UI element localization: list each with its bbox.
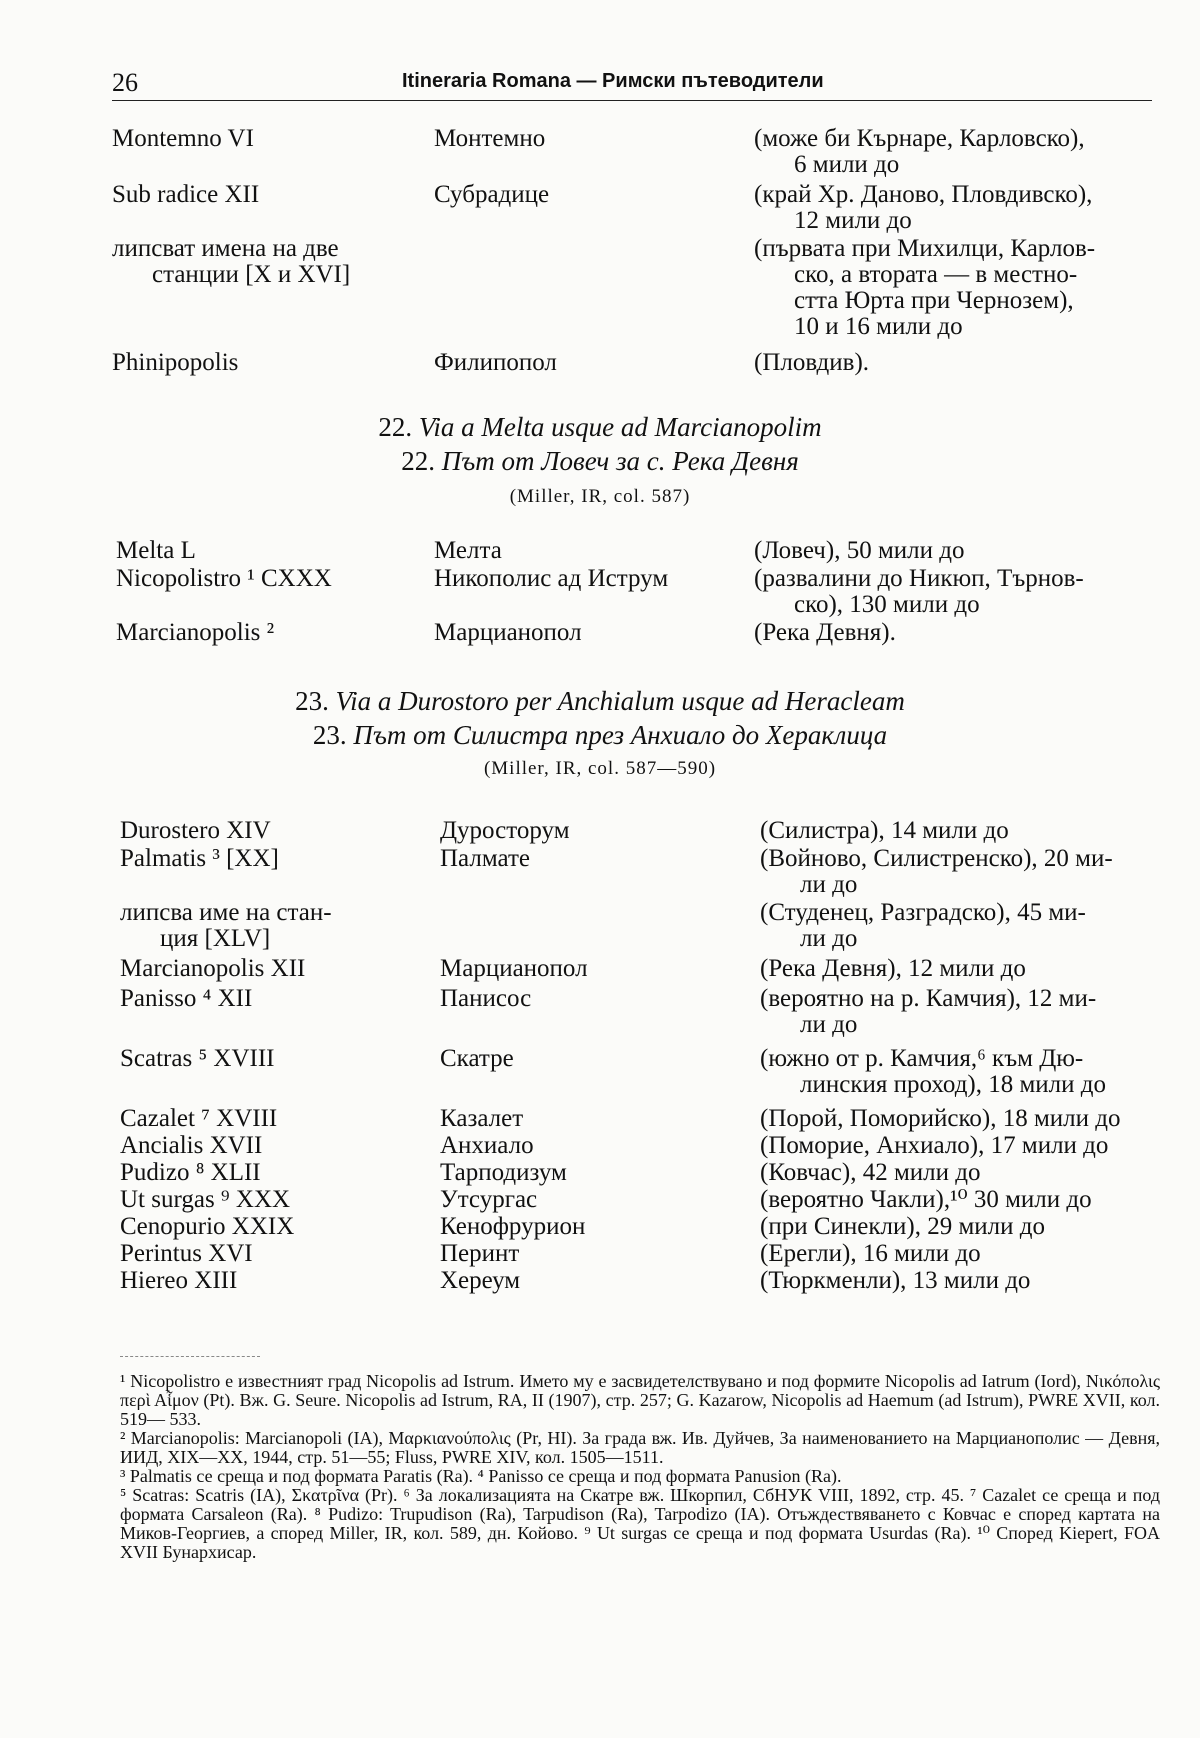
location-note: (вероятно Чакли),¹⁰ 30 мили до <box>760 1186 1092 1213</box>
section-22-source: (Miller, IR, col. 587) <box>509 486 691 507</box>
location-note: (Войново, Силистренско), 20 ми- ли до <box>760 845 1113 898</box>
section-23-title-bulgarian: 23. Път от Силистра през Анхиало до Хераклица <box>312 720 888 750</box>
bulgarian-name: Скатре <box>440 1045 514 1072</box>
bulgarian-name: Филипопол <box>434 349 557 376</box>
latin-name: Ut surgas ⁹ XXX <box>120 1186 291 1213</box>
latin-name: Montemno VI <box>112 125 254 152</box>
latin-name: Ancialis XVII <box>120 1132 263 1159</box>
latin-name: Phinipopolis <box>112 349 239 376</box>
latin-name: Marcianopolis XII <box>120 955 306 982</box>
footnote: ⁵ Scatras: Scatris (IA), Σκατρῖνα (Pr). ⁶ За локализацията на Скатре вж. Шкорпил, СбНУК VIII, 1892, стр. 45. ⁷ Cazalet се среща и под формата Carsaleon (Ra). ⁸ Pudizo: Trupudison (Ra), Tarpudison (Ra), Tarpodizo (IA). Отъждествяването с Ковчас е според картата на Миков-Георгиев, а според Miller, IR, кол. 589, дн. Койово. ⁹ Ut surgas се среща и под формата Usurdas (Ra). ¹⁰ Според Kiepert, FOA XVII Бунархисар. <box>120 1485 1160 1562</box>
latin-name: Hiereo XIII <box>120 1267 238 1294</box>
footnote: ¹ Nicopolistro е известният град Nicopolis ad Istrum. Името му е засвидетелствувано и под формите Nicopolis ad Iatrum (Iord), Νικόπολις περὶ Αἷμον (Pt). Вж. G. Seure. Nicopolis ad Istrum, RA, II (1907), стр. 257; G. Kazarow, Nicopolis ad Haemum (ad Istrum), PWRE XVII, кол. 519— 533. <box>120 1371 1160 1429</box>
footnote-separator <box>120 1356 260 1357</box>
bulgarian-name: Тарподизум <box>440 1159 567 1186</box>
page-number: 26 <box>112 68 138 97</box>
section-22-title-bulgarian: 22. Път от Ловеч за с. Река Девня <box>401 446 799 476</box>
footnote: ³ Palmatis се среща и под формата Paratis (Ra). ⁴ Panisso се среща и под формата Panusion (Ra). <box>120 1466 842 1486</box>
bulgarian-name: Утсургас <box>440 1186 538 1213</box>
location-note: (Ерегли), 16 мили до <box>760 1240 981 1267</box>
bulgarian-name: Казалет <box>440 1105 524 1132</box>
latin-name: Cazalet ⁷ XVIII <box>120 1105 278 1132</box>
location-note: (Ловеч), 50 мили до <box>754 537 965 564</box>
bulgarian-name: Анхиало <box>440 1132 534 1159</box>
location-note: (Поморие, Анхиало), 17 мили до <box>760 1132 1109 1159</box>
location-note: (Тюркменли), 13 мили до <box>760 1267 1031 1294</box>
bulgarian-name: Марцианопол <box>434 619 582 646</box>
location-note: (вероятно на р. Камчия), 12 ми- ли до <box>760 985 1097 1038</box>
location-note: (край Хр. Даново, Пловдивско), 12 мили до <box>754 181 1093 234</box>
latin-name: липсва име на стан- ция [XLV] <box>120 899 332 952</box>
bulgarian-name: Монтемно <box>434 125 546 152</box>
latin-name: Panisso ⁴ XII <box>120 985 253 1012</box>
section-23-title-latin: 23. Via a Durostoro per Anchialum usque ad Heracleam <box>295 686 905 716</box>
bulgarian-name: Дуросторум <box>440 817 570 844</box>
section-22-title-latin: 22. Via a Melta usque ad Marcianopolim <box>378 412 822 442</box>
location-note: (Ковчас), 42 мили до <box>760 1159 981 1186</box>
latin-name: Scatras ⁵ XVIII <box>120 1045 275 1072</box>
bulgarian-name: Субрадице <box>434 181 550 208</box>
footnote: ² Marcianopolis: Marcianopoli (IA), Μαρκιανούπολις (Pr, HI). За града вж. Ив. Дуйчев, За наименованието на Марцианополис — Девня, ИИД, XIX—XX, 1944, стр. 51—55; Fluss, PWRE XIV, кол. 1505—1511. <box>120 1428 1160 1467</box>
footnotes <box>120 1372 1160 1562</box>
latin-name: Durostero XIV <box>120 817 271 844</box>
location-note: (Студенец, Разградско), 45 ми- ли до <box>760 899 1086 952</box>
location-note: (Река Девня). <box>754 619 896 646</box>
latin-name: Pudizo ⁸ XLII <box>120 1159 261 1186</box>
location-note: (Силистра), 14 мили до <box>760 817 1009 844</box>
bulgarian-name: Панисос <box>440 985 532 1012</box>
location-note: (южно от р. Камчия,⁶ към Дю- линския проход), 18 мили до <box>760 1045 1107 1098</box>
latin-name: Cenopurio XXIX <box>120 1213 295 1240</box>
location-note: (първата при Михилци, Карлов- ско, а втората — в местно- стта Юрта при Чернозем), 10 и 16 мили до <box>754 235 1096 340</box>
bulgarian-name: Мелта <box>434 537 502 564</box>
bulgarian-name: Никополис ад Иструм <box>434 565 669 592</box>
latin-name: Nicopolistro ¹ CXXX <box>116 565 332 592</box>
latin-name: Perintus XVI <box>120 1240 253 1267</box>
bulgarian-name: Марцианопол <box>440 955 588 982</box>
location-note: (при Синекли), 29 мили до <box>760 1213 1045 1240</box>
latin-name: липсват имена на две станции [X и XVI] <box>112 235 351 288</box>
latin-name: Marcianopolis ² <box>116 619 275 646</box>
location-note: (Река Девня), 12 мили до <box>760 955 1026 982</box>
section-23-source: (Miller, IR, col. 587—590) <box>483 758 717 779</box>
running-title: Itineraria Romana — Римски пътеводители <box>402 70 824 92</box>
location-note: (Пловдив). <box>754 349 870 376</box>
bulgarian-name: Перинт <box>440 1240 520 1267</box>
bulgarian-name: Хереум <box>440 1267 521 1294</box>
location-note: (може би Кърнаре, Карловско), 6 мили до <box>754 125 1085 178</box>
latin-name: Palmatis ³ [XX] <box>120 845 279 872</box>
bulgarian-name: Кенофрурион <box>440 1213 586 1240</box>
bulgarian-name: Палмате <box>440 845 530 872</box>
page-header <box>112 68 1152 101</box>
location-note: (Порой, Поморийско), 18 мили до <box>760 1105 1121 1132</box>
location-note: (развалини до Никюп, Търнов- ско), 130 мили до <box>754 565 1084 618</box>
latin-name: Sub radice XII <box>112 181 260 208</box>
latin-name: Melta L <box>116 537 196 564</box>
